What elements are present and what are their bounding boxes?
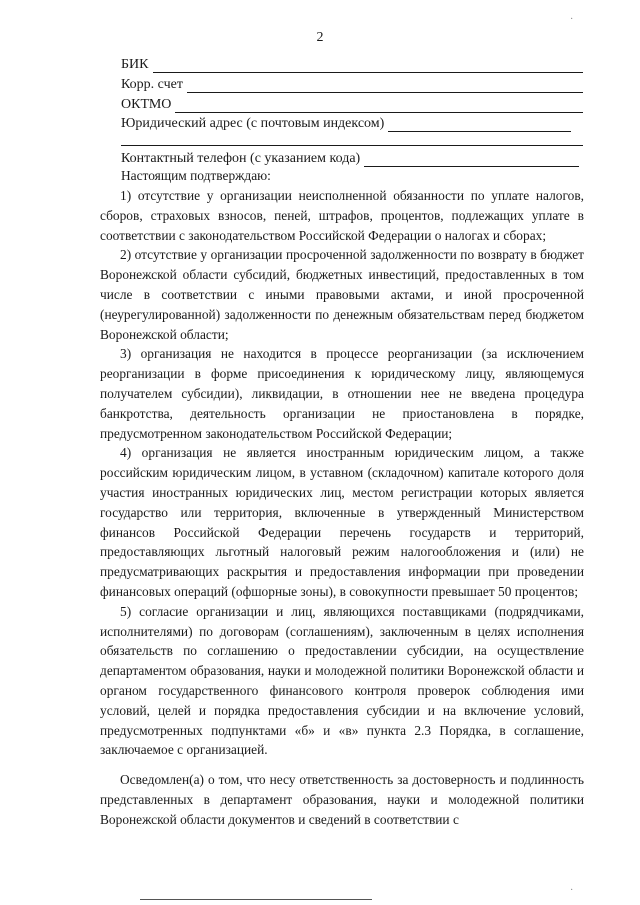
address-label: Юридический адрес (с почтовым индексом) — [121, 116, 385, 131]
oktmo-label: ОКТМО — [121, 97, 172, 112]
address-fill-line — [388, 119, 571, 132]
page-number: 2 — [316, 30, 324, 45]
paragraph-2: 2) отсутствие у организации просроченной задолженности по возврату в бюджет Воронежской области субсидий, бюджетных инвестиций, предоставленных в том числе в соответствии с иными правовыми актами, и иной просроченной (неурегулированной) задолженности по денежным обязательствам перед бюджетом Воронежской области; — [100, 247, 584, 342]
korr-account-field[interactable] — [121, 74, 583, 93]
paragraph-3: 3) организация не находится в процессе реорганизации (за исключением реорганизации в форме присоединения к юридическому лицу, являющемуся получателем субсидии), ликвидации, в отношении нее не введена процедура банкротства, деятельность организации не приостановлена в порядке, предусмотренном законодательством Российской Федерации; — [100, 346, 584, 441]
body-text — [100, 186, 584, 830]
bik-field[interactable] — [121, 54, 583, 73]
paragraph-4: 4) организация не является иностранным юридическим лицом, а также российским юридическим лицом, в уставном (складочном) капитале которого доля участия иностранных юридических лиц, местом регистрации которых является государство или территория, включенные в утвержденный Министерством финансов Российской Федерации перечень государств и территорий, предоставляющих льготный налоговый режим налогообложения и (или) не предусматривающих раскрытия и предоставления информации при проведении финансовых операций (офшорные зоны), в совокупности превышает 50 процентов; — [100, 445, 584, 599]
phone-field[interactable] — [121, 148, 579, 167]
oktmo-field[interactable] — [121, 94, 583, 113]
phone-fill-line — [364, 154, 579, 167]
bottom-rule — [140, 899, 372, 900]
scan-mark: · — [570, 14, 574, 25]
scan-mark-bottom: · — [570, 885, 574, 896]
korr-account-fill-line — [187, 80, 583, 93]
bik-fill-line — [153, 60, 584, 73]
korr-account-label: Корр. счет — [121, 77, 183, 92]
bik-label: БИК — [121, 57, 149, 72]
address-field[interactable] — [121, 113, 571, 132]
phone-label: Контактный телефон (с указанием кода) — [121, 151, 361, 166]
oktmo-fill-line — [175, 100, 583, 113]
paragraph-6: Осведомлен(а) о том, что несу ответственность за достоверность и подлинность представленных в департамент образования, науки и молодежной политики Воронежской области документов и сведений в соответствии с — [100, 772, 584, 827]
paragraph-5: 5) согласие организации и лиц, являющихся поставщиками (подрядчиками, исполнителями) по договорам (соглашениям), заключенным в целях исполнения обязательств по соглашению о предоставлении субсидии, на осуществление департаментом образования, науки и молодежной политики Воронежской области и органом государственного финансового контроля проверок соблюдения ими условий, целей и порядка предоставления субсидии и на включение условий, предусмотренных подпунктами «б» и «в» пункта 2.3 Порядка, в соглашение, заключаемое с организацией. — [100, 603, 584, 758]
confirm-intro: Настоящим подтверждаю: — [121, 168, 271, 183]
paragraph-1: 1) отсутствие у организации неисполненной обязанности по уплате налогов, сборов, страховых взносов, пеней, штрафов, процентов, подлежащих уплате в соответствии с законодательством Российской Федерации о налогах и сборах; — [100, 188, 584, 243]
address-second-line — [121, 145, 583, 146]
